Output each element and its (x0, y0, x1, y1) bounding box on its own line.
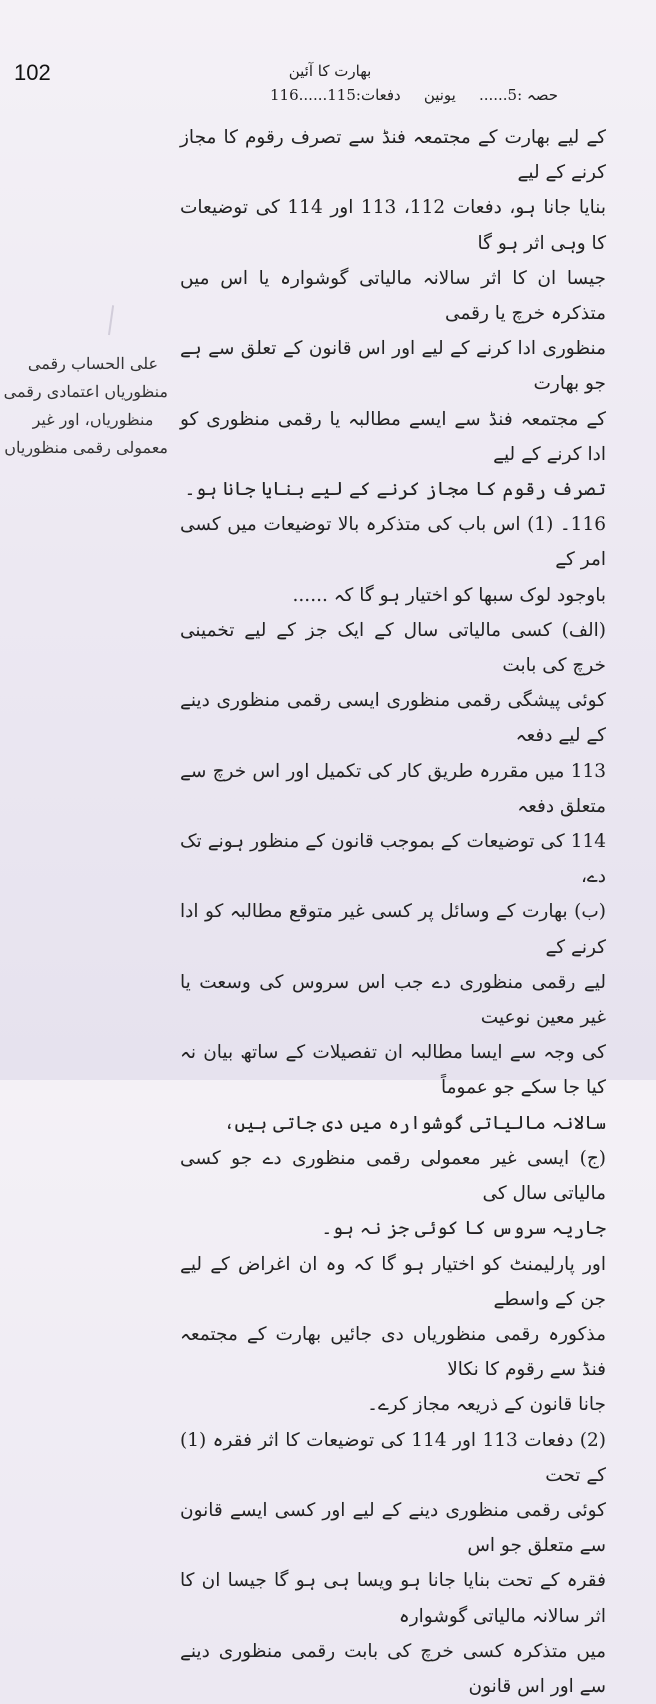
text-line: میں متذکرہ کسی خرچ کی بابت رقمی منظوری دینے سے اور اس قانون (180, 1640, 606, 1697)
text-line: (2) دفعات 113 اور 114 کی توضیعات کا اثر فقرہ (1) کے تحت (180, 1429, 606, 1486)
margin-note (3, 350, 168, 462)
union-label: یونین (423, 86, 456, 104)
text-line: (ج) ایسی غیر معمولی رقمی منظوری دے جو کسی مالیاتی سال کی (180, 1147, 606, 1205)
articles-label: دفعات:115......116 (270, 86, 401, 104)
margin-note-line: معمولی رقمی منظوریاں (4, 438, 168, 457)
text-line: منظوری ادا کرنے کے لیے اور اس قانون کے تعلق سے ہے جو بھارت (180, 338, 606, 395)
margin-note-line: علی الحساب رقمی (27, 354, 159, 373)
text-line: 116۔ (1) اس باب کی متذکرہ بالا توضیعات میں کسی امر کے (180, 514, 606, 571)
part-label: حصہ :5...... (478, 86, 558, 104)
text-line: سالانہ مالیاتی گوشوارہ میں دی جاتی ہیں، (223, 1112, 606, 1134)
text-line: فقرہ کے تحت بنایا جانا ہو ویسا ہی ہو گا جیسا ان کا اثر سالانہ مالیاتی گوشوارہ (180, 1570, 606, 1627)
text-line: 113 میں مقررہ طریق کار کی تکمیل اور اس خرچ سے متعلق دفعہ (180, 760, 606, 817)
text-line: بنایا جانا ہو، دفعات 112، 113 اور 114 کی توضیعات کا وہی اثر ہو گا (180, 197, 606, 254)
text-line: اور پارلیمنٹ کو اختیار ہو گا کہ وہ ان اغراض کے لیے جن کے واسطے (180, 1253, 606, 1310)
margin-note-line: منظوریاں اعتمادی رقمی (3, 382, 168, 401)
text-line: (ب) بھارت کے وسائل پر کسی غیر متوقع مطالبہ کو ادا کرنے کے (180, 901, 606, 958)
text-line: مذکورہ رقمی منظوریاں دی جائیں بھارت کے مجتمعہ فنڈ سے رقوم کا نکالا (180, 1323, 606, 1381)
faint-pencil-mark (108, 305, 126, 337)
text-line: باوجود لوک سبھا کو اختیار ہو گا کہ ...... (292, 584, 606, 606)
text-line: کی وجہ سے ایسا مطالبہ ان تفصیلات کے ساتھ بیان نہ کیا جا سکے جو عموماً (180, 1042, 606, 1099)
text-line: 114 کی توضیعات کے بموجب قانون کے منظور ہونے تک دے، (180, 831, 606, 888)
text-line: کے لیے بھارت کے مجتمعہ فنڈ سے تصرف رقوم کا مجاز کرنے کے لیے (180, 127, 606, 184)
text-line: کوئی رقمی منظوری دینے کے لیے اور کسی ایسے قانون سے متعلق جو اس (180, 1499, 606, 1557)
text-line: (الف) کسی مالیاتی سال کے ایک جز کے لیے تخمینی خرچ کی بابت (180, 619, 606, 677)
text-line: تصرف رقوم کا مجاز کرنے کے لیے بنایا جانا ہو۔ (184, 479, 606, 501)
text-line: کوئی پیشگی رقمی منظوری ایسی رقمی منظوری دینے کے لیے دفعہ (180, 690, 606, 747)
text-line: جانا قانون کے ذریعہ مجاز کرے۔ (367, 1394, 606, 1416)
text-line: کے مجتمعہ فنڈ سے ایسے مطالبہ یا رقمی منظوری کو ادا کرنے کے لیے (180, 408, 606, 465)
section-header (270, 86, 558, 104)
text-line: جاریہ سروس کا کوئی جز نہ ہو۔ (321, 1218, 606, 1240)
page-number: 102 (14, 60, 51, 85)
body-text (180, 120, 606, 1704)
margin-note-line: منظوریاں، اور غیر (32, 410, 154, 429)
text-line: لیے رقمی منظوری دے جب اس سروس کی وسعت یا غیر معین نوعیت (180, 971, 606, 1029)
running-title: بھارت کا آئین (288, 62, 372, 80)
text-line: جیسا ان کا اثر سالانہ مالیاتی گوشوارہ یا اس میں متذکرہ خرچ یا رقمی (180, 267, 606, 325)
